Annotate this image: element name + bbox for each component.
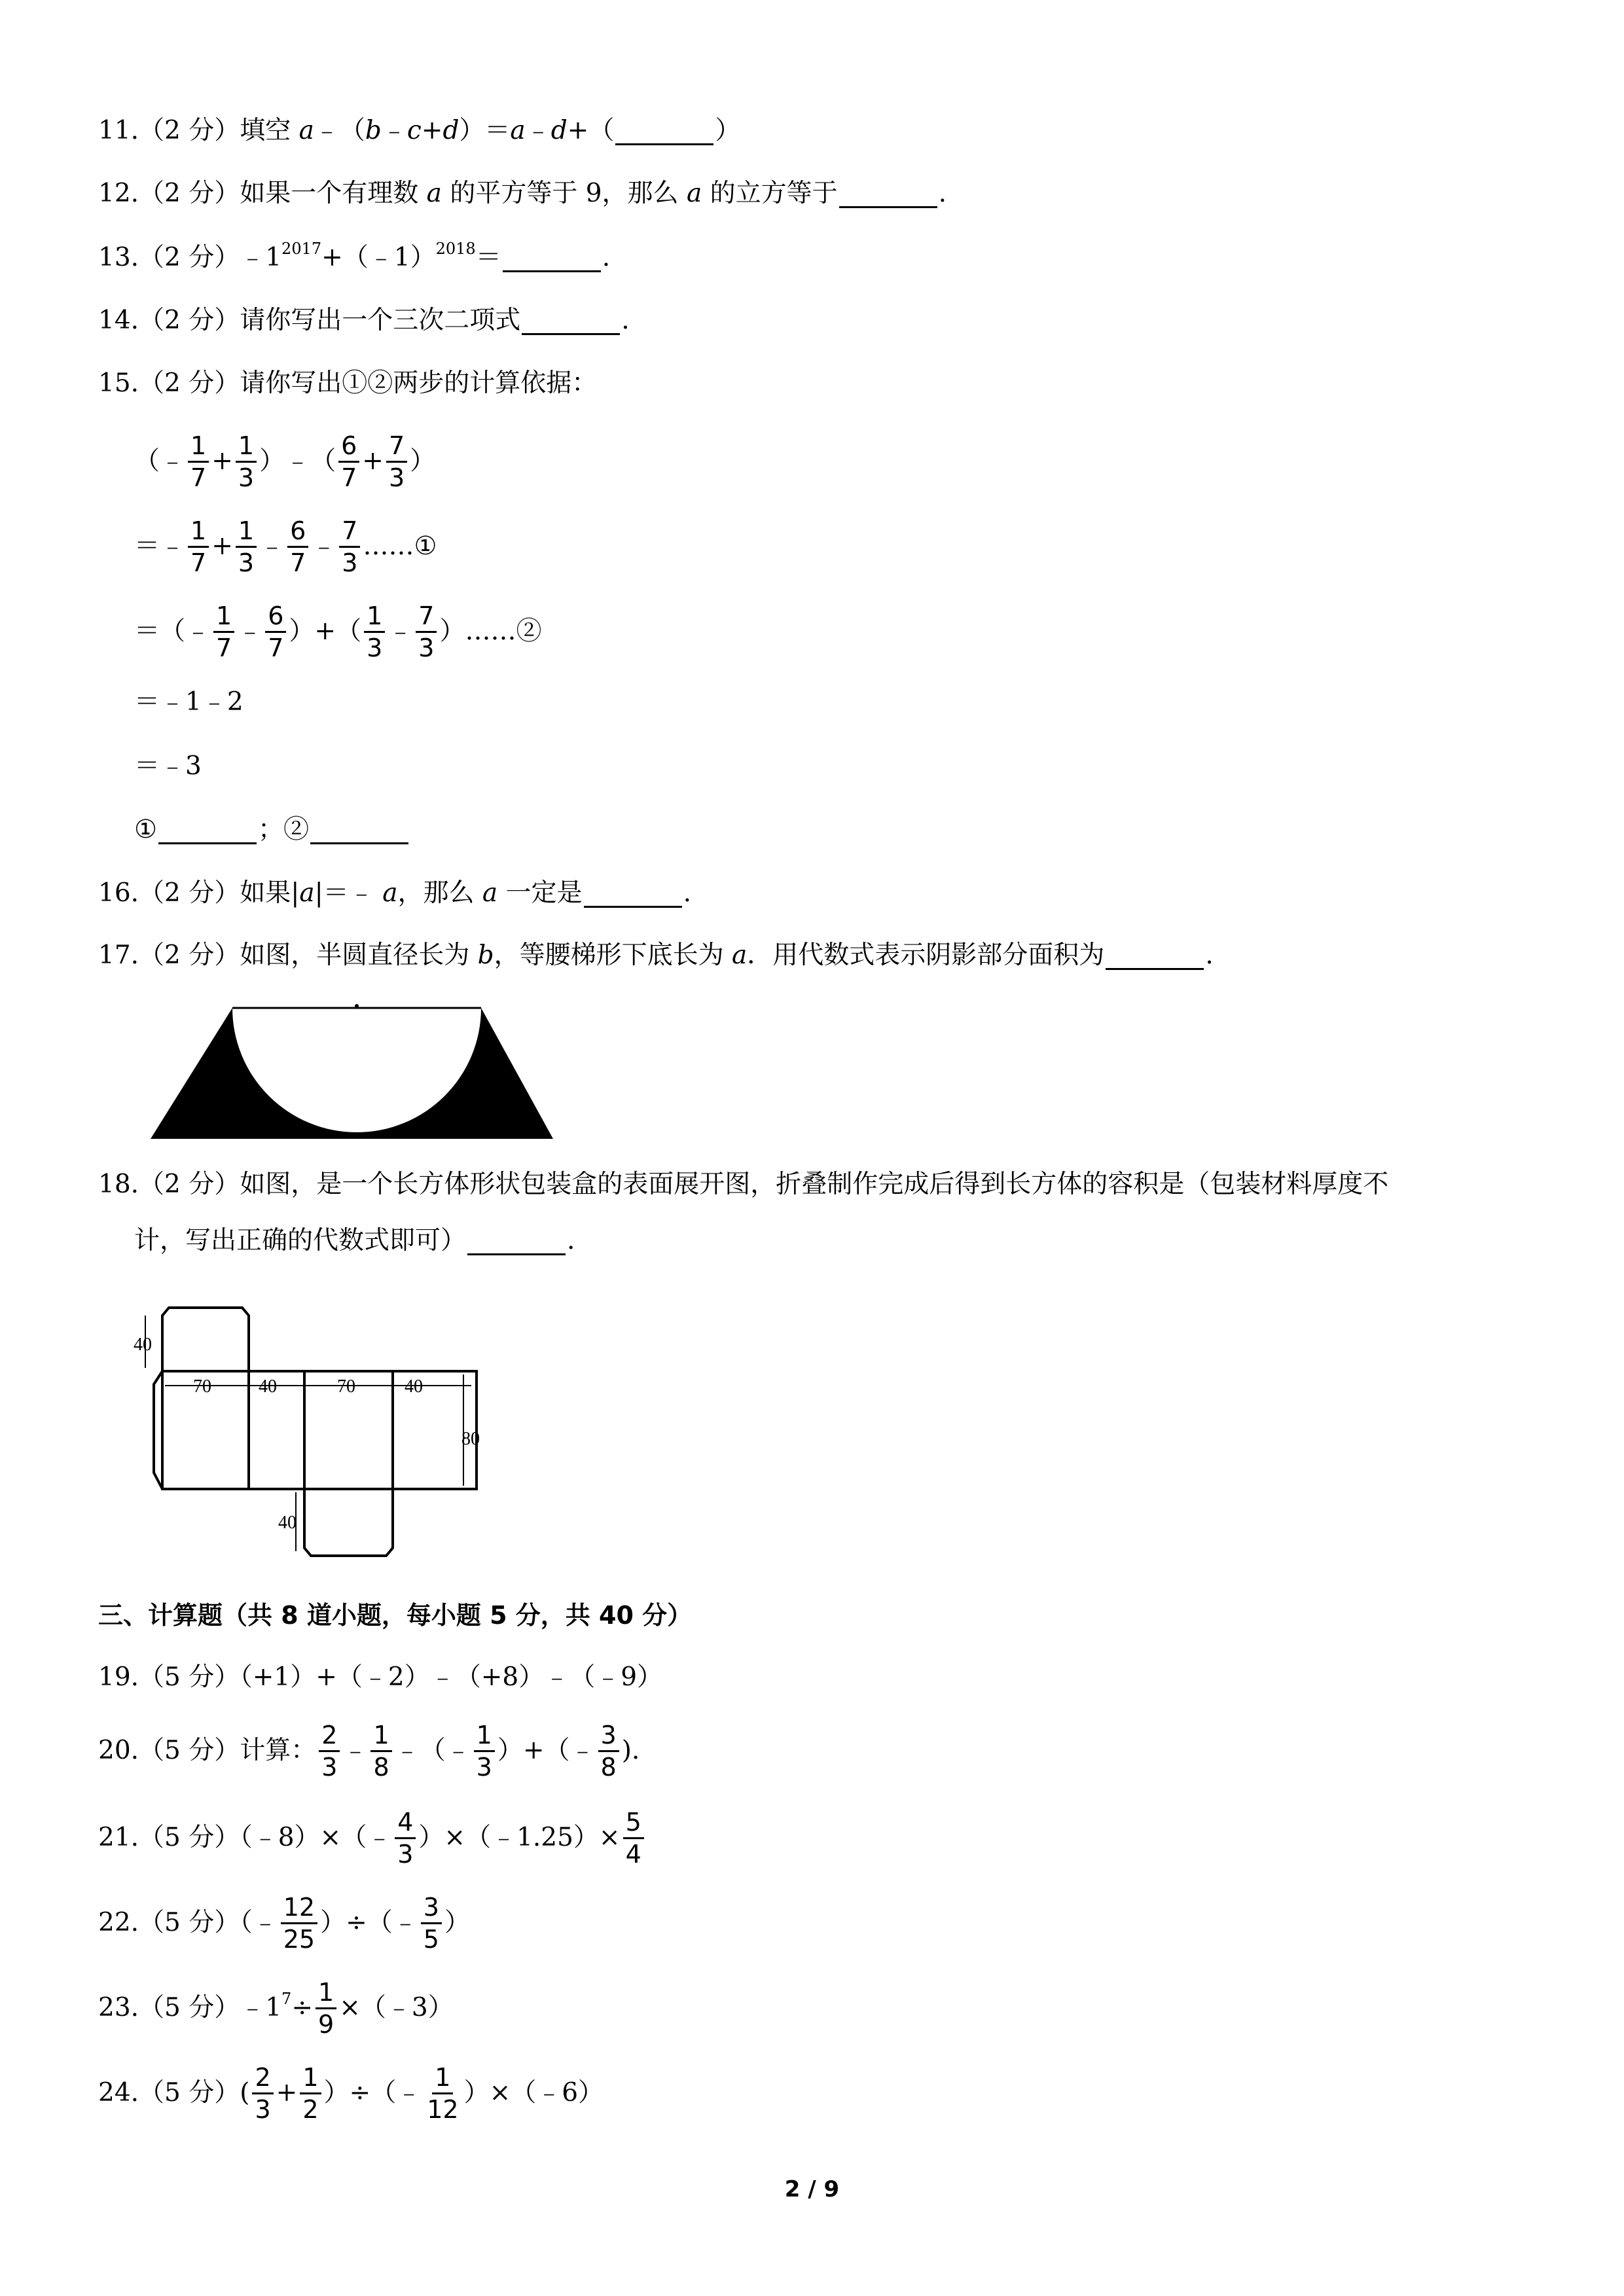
answer-blank[interactable] — [615, 117, 713, 145]
fraction: $\frac{1}{7}$ — [213, 603, 234, 660]
fraction: $\frac{1}{3}$ — [364, 603, 385, 660]
question-22: 22.（5 分）（﹣ $\frac{12}{25}$ ）÷（﹣ $\frac{3}{5}$ ） — [98, 1892, 470, 1954]
fraction: $\frac{6}{7}$ — [287, 518, 308, 575]
fraction: $\frac{4}{3}$ — [395, 1810, 416, 1867]
question-23: 23.（5 分）﹣1 $^7$ ÷ $\frac{1}{9}$ ×（﹣3） — [98, 1977, 454, 2039]
q15-answers: ① ；② — [134, 812, 410, 848]
question-15: 15.（2 分）请你写出①②两步的计算依据： — [98, 368, 598, 398]
answer-blank[interactable] — [522, 307, 620, 335]
answer-blank[interactable] — [839, 180, 937, 208]
question-19: 19.（5 分）（+1）+（﹣2）﹣（+8）﹣（﹣9） — [98, 1662, 663, 1692]
q15-step-4: ＝﹣3 — [134, 751, 202, 781]
fraction: $\frac{7}{3}$ — [339, 518, 360, 575]
fraction: $\frac{12}{25}$ — [281, 1895, 317, 1952]
fraction: $\frac{3}{5}$ — [421, 1895, 442, 1952]
fraction: $\frac{1}{12}$ — [427, 2062, 459, 2124]
fraction: $\frac{1}{9}$ — [316, 1980, 336, 2037]
fraction: $\frac{7}{3}$ — [386, 433, 407, 490]
answer-blank[interactable] — [503, 244, 601, 272]
question-18-line-2: 计，写出正确的代数式即可） . — [134, 1226, 575, 1255]
question-17: 17.（2 分）如图，半圆直径长为 b ，等腰梯形下底长为 a ．用代数式表示阴影部分面积为 . — [98, 941, 1214, 970]
dim-width-70-a: 70 — [193, 1376, 211, 1397]
question-13: 13.（2 分）﹣1 $^{2017}$ +（﹣1） $^{2018}$ ＝ . — [98, 240, 611, 272]
question-16: 16.（2 分）如果| a |＝﹣ a ，那么 a 一定是 . — [98, 878, 691, 908]
question-14: 14.（2 分）请你写出一个三次二项式 . — [98, 306, 630, 335]
question-11: 11.（2 分）填空 a ﹣（ b ﹣ c + d ）＝ a ﹣ d +（ ） — [98, 116, 741, 145]
fraction: $\frac{2}{3}$ — [252, 2065, 273, 2122]
dim-width-40-a: 40 — [259, 1376, 277, 1397]
question-12: 12.（2 分）如果一个有理数 a 的平方等于 9，那么 a 的立方等于 . — [98, 179, 947, 208]
fraction: $\frac{1}{3}$ — [236, 518, 257, 575]
answer-blank[interactable] — [310, 816, 408, 844]
question-18-line-1: 18.（2 分）如图，是一个长方体形状包装盒的表面展开图，折叠制作完成后得到长方体的容积是（包装材料厚度不 — [98, 1170, 1389, 1199]
question-20: 20.（5 分）计算： $\frac{2}{3}$ ﹣ $\frac{1}{8}$ ﹣（﹣ $\frac{1}{3}$ ）+（﹣ $\frac{3}{8}$ ). — [98, 1720, 640, 1782]
page-number: 2 / 9 — [784, 2176, 840, 2202]
dim-top-40: 40 — [134, 1335, 152, 1355]
dim-width-40-b: 40 — [405, 1376, 423, 1397]
fraction: $\frac{1}{3}$ — [236, 433, 257, 490]
fraction: $\frac{5}{4}$ — [623, 1810, 644, 1867]
q15-step-2: ＝（﹣ $\frac{1}{7}$ ﹣ $\frac{6}{7}$ ）+（ $\frac{1}{3}$ ﹣ $\frac{7}{3}$ ）……② — [134, 601, 542, 662]
fraction: $\frac{7}{3}$ — [416, 603, 437, 660]
question-24: 24.（5 分）( $\frac{2}{3}$ + $\frac{1}{2}$ ）÷（﹣ $\frac{1}{12}$ ）×（﹣6） — [98, 2062, 604, 2124]
trapezoid-semicircle-figure — [147, 1001, 560, 1145]
q15-step-0: （﹣ $\frac{1}{7}$ + $\frac{1}{3}$ ）﹣（ $\frac{6}{7}$ + $\frac{7}{3}$ ） — [134, 431, 436, 492]
q15-step-1: ＝﹣ $\frac{1}{7}$ + $\frac{1}{3}$ ﹣ $\frac{6}{7}$ ﹣ $\frac{7}{3}$ ……① — [134, 516, 437, 577]
question-21: 21.（5 分）（﹣8）×（﹣ $\frac{4}{3}$ ）×（﹣1.25）× $\frac{5}{4}$ — [98, 1805, 647, 1871]
dim-width-70-b: 70 — [337, 1376, 355, 1397]
fraction: $\frac{1}{3}$ — [474, 1723, 495, 1780]
fraction: $\frac{1}{8}$ — [370, 1723, 391, 1780]
fraction: $\frac{1}{2}$ — [300, 2065, 321, 2122]
fraction: $\frac{1}{7}$ — [188, 433, 209, 490]
answer-blank[interactable] — [158, 816, 257, 844]
fraction: $\frac{1}{7}$ — [188, 518, 209, 575]
fraction: $\frac{3}{8}$ — [598, 1723, 619, 1780]
box-net-figure — [131, 1306, 497, 1581]
q15-step-3: ＝﹣1﹣2 — [134, 687, 244, 717]
fraction: $\frac{6}{7}$ — [265, 603, 286, 660]
fraction: $\frac{6}{7}$ — [338, 433, 359, 490]
center-dot — [355, 1004, 359, 1008]
dim-bottom-40: 40 — [278, 1513, 297, 1533]
answer-blank[interactable] — [1106, 942, 1204, 970]
answer-blank[interactable] — [584, 880, 682, 908]
dim-height-80: 80 — [461, 1429, 480, 1449]
answer-blank[interactable] — [467, 1227, 566, 1255]
fraction: $\frac{2}{3}$ — [319, 1723, 340, 1780]
section-3-heading: 三、计算题（共 8 道小题，每小题 5 分，共 40 分） — [98, 1601, 693, 1630]
